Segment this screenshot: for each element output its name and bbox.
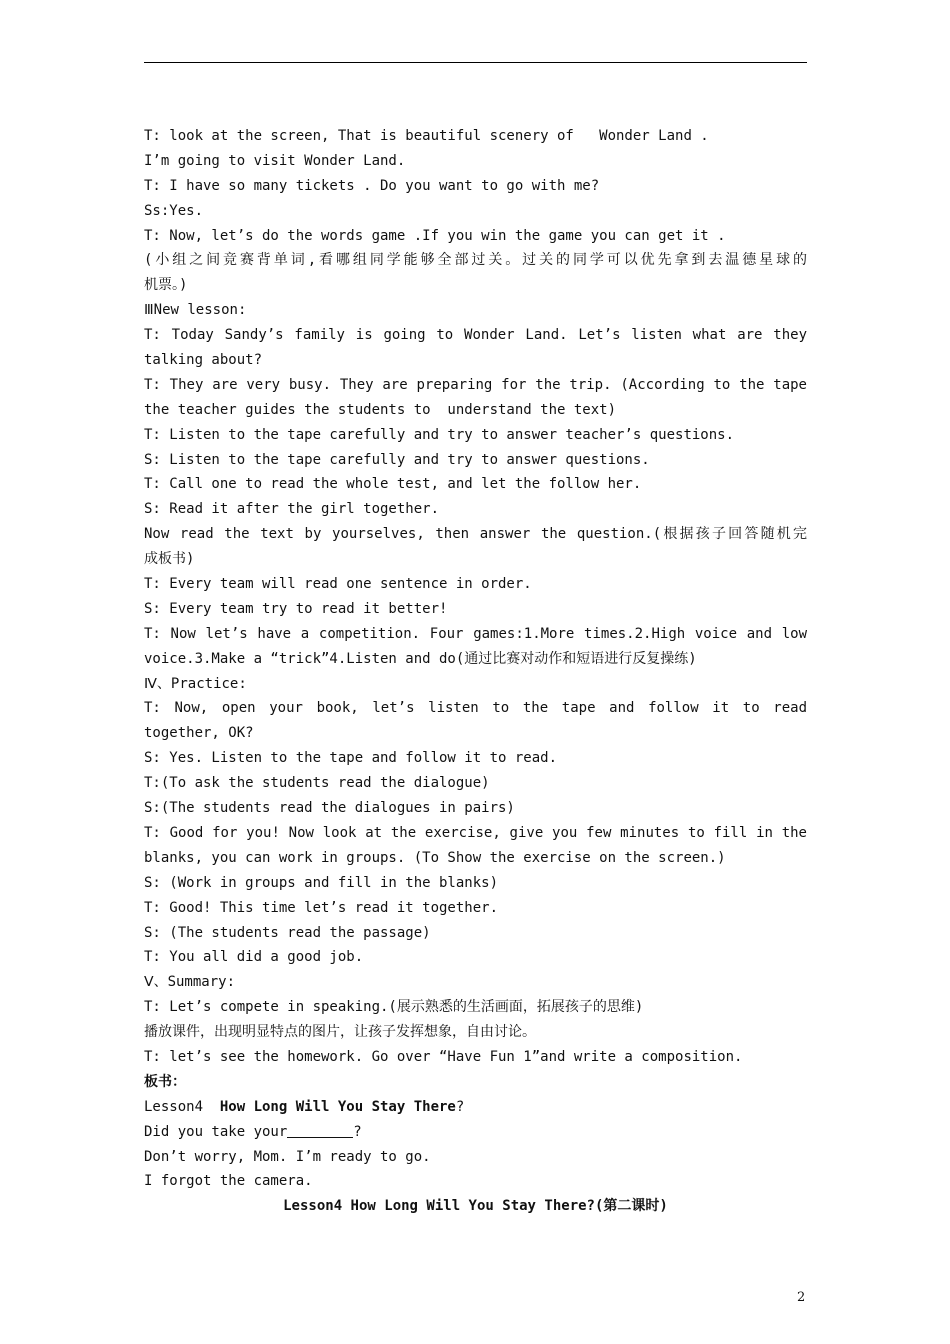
board-lesson-prefix: Lesson4 [144, 1098, 220, 1115]
text-line: Now read the text by yourselves, then answer the question.(根据孩子回答随机完 [144, 526, 807, 543]
text-line: together, OK? [144, 725, 254, 742]
section-heading-summary: Ⅴ、Summary: [144, 974, 236, 991]
text-line: T:(To ask the students read the dialogue) [144, 775, 490, 792]
text-line: (小组之间竞赛背单词,看哪组同学能够全部过关。过关的同学可以优先拿到去温德星球的 [144, 252, 807, 269]
text-line: I’m going to visit Wonder Land. [144, 152, 406, 169]
board-question-end: ? [353, 1123, 362, 1140]
lesson-plan-body [144, 124, 807, 1219]
text-line: T: You all did a good job. [144, 949, 364, 966]
text-line: T: Every team will read one sentence in order. [144, 576, 532, 593]
text-line: the teacher guides the students to understand the text) [144, 401, 617, 418]
text-line: S: Read it after the girl together. [144, 501, 440, 518]
section-heading-new-lesson: ⅢNew lesson: [144, 302, 247, 319]
board-heading: 板书： [144, 1073, 186, 1090]
text-line: Ss:Yes. [144, 202, 204, 219]
board-lesson-title [144, 1095, 807, 1120]
text-line: T: Let’s compete in speaking.(展示熟悉的生活画面，拓展孩子的思维) [144, 999, 644, 1016]
text-line: T: Now, let’s do the words game .If you win the game you can get it . [144, 227, 726, 244]
board-lesson-qmark: ? [455, 1098, 465, 1115]
header-rule [144, 62, 807, 63]
section-heading-practice: Ⅳ、Practice: [144, 675, 247, 692]
text-line: S:(The students read the dialogues in pairs) [144, 800, 515, 817]
text-line: T: Listen to the tape carefully and try to answer teacher’s questions. [144, 426, 735, 443]
page-number: 2 [797, 1290, 806, 1305]
text-line: S: (Work in groups and fill in the blanks) [144, 874, 499, 891]
text-line: 成板书) [144, 551, 195, 568]
text-line: T: They are very busy. They are preparing for the trip. (According to the tape [144, 376, 807, 393]
board-line: I forgot the camera. [144, 1173, 313, 1190]
text-line: T: I have so many tickets . Do you want to go with me? [144, 177, 600, 194]
board-question-line [144, 1120, 807, 1145]
text-line: voice.3.Make a “trick”4.Listen and do(通过比赛对动作和短语进行反复操练) [144, 650, 697, 667]
fill-in-blank [287, 1122, 353, 1138]
text-line: S: Listen to the tape carefully and try to answer questions. [144, 451, 650, 468]
text-line: T: Good! This time let’s read it together. [144, 899, 499, 916]
text-line: talking about? [144, 352, 263, 369]
board-lesson-title-text: How Long Will You Stay There [219, 1098, 456, 1115]
text-line: blanks, you can work in groups. (To Show the exercise on the screen.) [144, 849, 726, 866]
board-line: Don’t worry, Mom. I’m ready to go. [144, 1148, 431, 1165]
text-line: T: Call one to read the whole test, and let the follow her. [144, 476, 642, 493]
board-question-start: Did you take your [144, 1123, 288, 1140]
text-line: 机票。) [144, 277, 188, 294]
text-line: 播放课件，出现明显特点的图片，让孩子发挥想象，自由讨论。 [144, 1024, 536, 1041]
text-line: S: Yes. Listen to the tape and follow it to read. [144, 750, 558, 767]
text-line: T: Good for you! Now look at the exercise, give you few minutes to fill in the [144, 824, 807, 841]
text-line: T: Now, open your book, let’s listen to the tape and follow it to read [144, 700, 807, 717]
text-line: T: look at the screen, That is beautiful scenery of Wonder Land . [144, 128, 709, 144]
text-line: T: let’s see the homework. Go over “Have Fun 1”and write a composition. [144, 1048, 743, 1065]
next-lesson-title: Lesson4 How Long Will You Stay There?(第二课时) [283, 1198, 668, 1215]
text-line: T: Today Sandy’s family is going to Wonder Land. Let’s listen what are they [144, 327, 807, 344]
text-line: S: (The students read the passage) [144, 924, 431, 941]
text-line: S: Every team try to read it better! [144, 600, 448, 617]
text-line: T: Now let’s have a competition. Four games:1.More times.2.High voice and low [144, 625, 807, 642]
